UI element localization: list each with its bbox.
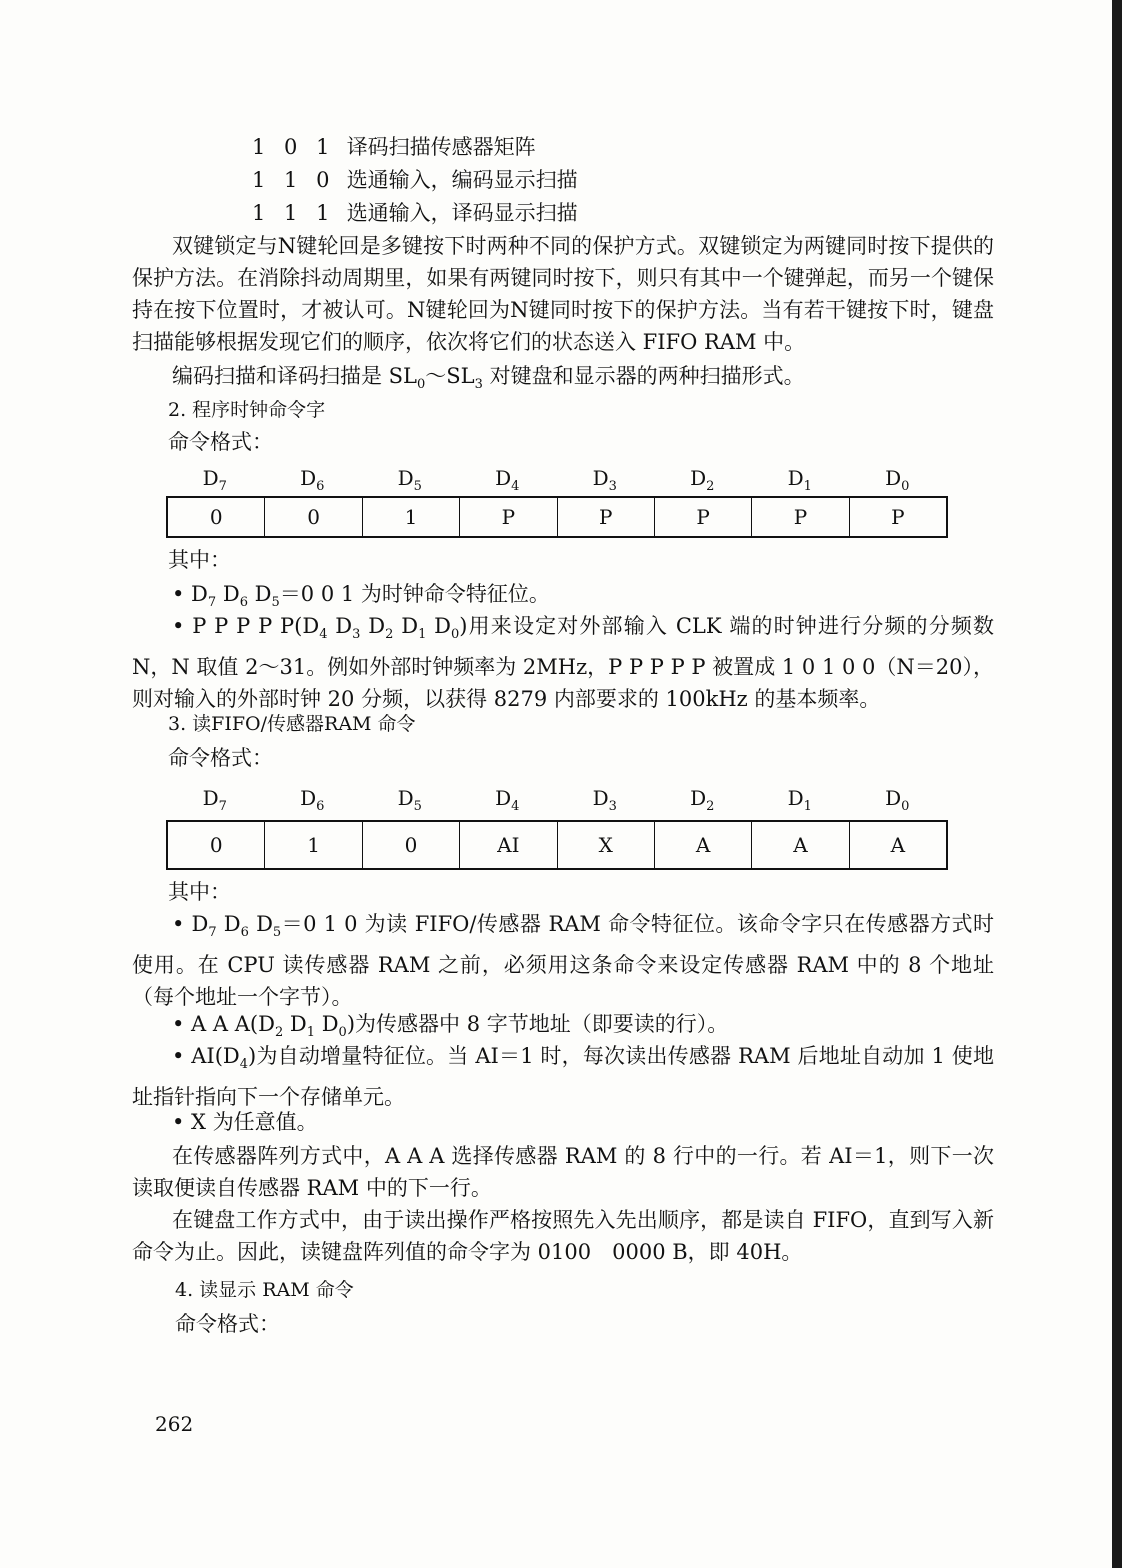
bit-header: $D_3$ xyxy=(592,466,617,494)
bit-cell: 1 xyxy=(363,498,460,536)
mode-text: 译码扫描传感器矩阵 xyxy=(346,135,536,159)
where-label: 其中： xyxy=(168,880,231,904)
bit-value-row xyxy=(166,820,948,870)
bit-header: $D_1$ xyxy=(787,466,812,494)
bit-cell: 0 xyxy=(265,498,362,536)
bullet-item: • X 为任意值。 xyxy=(172,1110,318,1134)
bit-cell: P xyxy=(655,498,752,536)
bit-header: $D_0$ xyxy=(885,466,910,494)
bit-header: $D_4$ xyxy=(495,466,520,494)
bit-header-row xyxy=(166,466,946,494)
bit-header: $D_5$ xyxy=(397,466,422,494)
bullet-item: • P P P P $P(D_4$ $D_3$ $D_2$ $D_1$ $D_0$)用来设定对外部输入 CLK 端的时钟进行分频的分频数 N，N 取值 2～31。例如外部时钟频率为 2MHz，P P P P P 被置成 1 0 1 0 0（N＝20），则对输入的外部时钟 20 分频，以获得 8279 内部要求的 100kHz 的基本频率。 xyxy=(132,614,995,712)
bit-cell: P xyxy=(891,505,905,529)
paragraph-scan: 编码扫描和译码扫描是 $SL_0\sim SL_3$ 对键盘和显示器的两种扫描形式。 xyxy=(172,364,805,393)
mode-code: 1 1 0 xyxy=(252,168,336,192)
bit-cell: P xyxy=(752,498,849,536)
bullet-item: • $D_7$ $D_6$ $D_5=0$ 0 1 为时钟命令特征位。 xyxy=(172,582,550,611)
bit-header: $D_7$ xyxy=(202,466,227,494)
bit-header: $D_6$ xyxy=(300,466,325,494)
bit-cell: X xyxy=(558,822,655,868)
mode-row xyxy=(252,199,578,227)
bit-cell: 0 xyxy=(168,498,265,536)
bit-header: $D_1$ xyxy=(787,786,812,814)
mode-row xyxy=(252,166,578,194)
paragraph: 在键盘工作方式中，由于读出操作严格按照先入先出顺序，都是读自 FIFO，直到写入新命令为止。因此，读键盘阵列值的命令字为 0100 0000 B，即 40H。 xyxy=(132,1208,994,1264)
format-label: 命令格式： xyxy=(168,746,273,770)
mode-row xyxy=(252,133,536,161)
bit-cell: A xyxy=(752,822,849,868)
bit-cell: 0 xyxy=(168,822,265,868)
bit-cell: A xyxy=(890,833,906,857)
bit-header: $D_6$ xyxy=(300,786,325,814)
paragraph: 在传感器阵列方式中，A A A 选择传感器 RAM 的 8 行中的一行。若 AI＝1，则下一次读取便读自传感器 RAM 中的下一行。 xyxy=(132,1144,994,1200)
section-heading: 3. 读FIFO/传感器RAM 命令 xyxy=(168,713,416,735)
bit-header: $D_2$ xyxy=(690,786,715,814)
section-heading: 4. 读显示 RAM 命令 xyxy=(175,1279,354,1301)
format-label: 命令格式： xyxy=(175,1312,280,1336)
mode-text: 选通输入，译码显示扫描 xyxy=(346,201,578,225)
bit-cell: A xyxy=(655,822,752,868)
bit-header: $D_2$ xyxy=(690,466,715,494)
mode-text: 选通输入，编码显示扫描 xyxy=(346,168,578,192)
bit-cell: 1 xyxy=(265,822,362,868)
bit-cell: AI xyxy=(460,822,557,868)
format-label: 命令格式： xyxy=(168,430,273,454)
bit-header: $D_3$ xyxy=(592,786,617,814)
bit-cell: 0 xyxy=(363,822,460,868)
bullet-item: • $AI(D_4)$为自动增量特征位。当 AI＝1 时，每次读出传感器 RAM 后地址自动加 1 使地址指针指向下一个存储单元。 xyxy=(132,1044,994,1110)
scan-edge xyxy=(1112,0,1122,1568)
bullet-item: • $D_7$ $D_6$ $D_5=0$ 1 0 为读 FIFO/传感器 RAM 命令特征位。该命令字只在传感器方式时使用。在 CPU 读传感器 RAM 之前，必须用这条命令来设定传感器 RAM 中的 8 个地址（每个地址一个字节）。 xyxy=(132,912,995,1010)
bit-header: $D_5$ xyxy=(397,786,422,814)
bit-header: $D_4$ xyxy=(495,786,520,814)
bit-value-row xyxy=(166,496,948,538)
bit-header: $D_0$ xyxy=(885,786,910,814)
bullet-item: • A A $A(D_2$ $D_1$ $D_0$)为传感器中 8 字节地址（即要读的行）。 xyxy=(172,1012,729,1041)
mode-code: 1 0 1 xyxy=(252,135,336,159)
bit-header-row xyxy=(166,786,946,814)
where-label: 其中： xyxy=(168,548,231,572)
bit-header: $D_7$ xyxy=(202,786,227,814)
bit-cell: P xyxy=(460,498,557,536)
bit-cell: P xyxy=(558,498,655,536)
mode-code: 1 1 1 xyxy=(252,201,336,225)
section-heading: 2. 程序时钟命令字 xyxy=(168,399,326,421)
paragraph-lockout: 双键锁定与N键轮回是多键按下时两种不同的保护方式。双键锁定为两键同时按下提供的保护方法。在消除抖动周期里，如果有两键同时按下，则只有其中一个键弹起，而另一个键保持在按下位置时，才被认可。N键轮回为N键同时按下的保护方法。当有若干键按下时，键盘扫描能够根据发现它们的顺序，依次将它们的状态送入 FIFO RAM 中。 xyxy=(132,234,994,354)
page-number: 262 xyxy=(155,1412,194,1436)
